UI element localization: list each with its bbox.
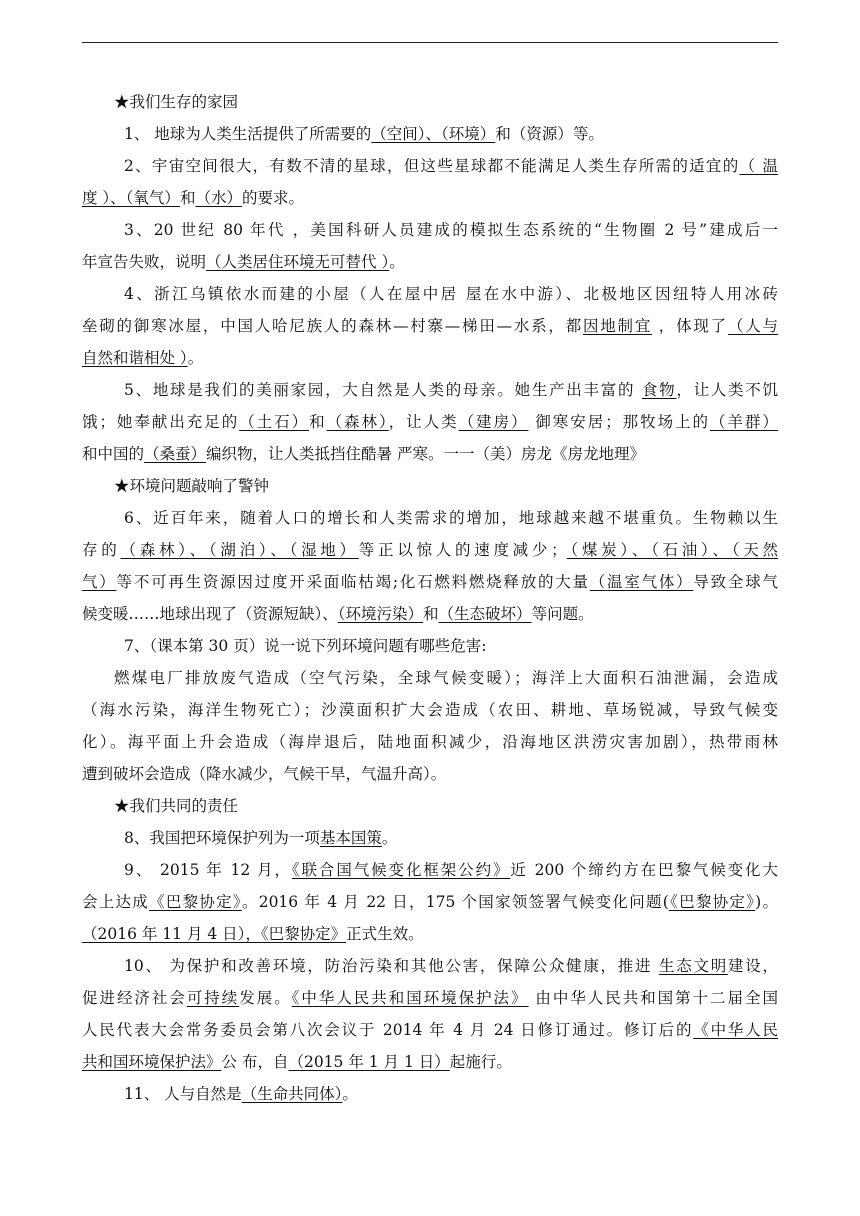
answer: （建房） xyxy=(458,413,529,431)
item-7-line-4: 遭到破坏会造成（降水减少，气候干旱，气温升高）。 xyxy=(82,765,447,783)
answer: （森林） xyxy=(326,413,389,431)
item-10-line-4: 共和国环境保护法》公 布，自（2015 年 1 月 1 日）起施行。 xyxy=(82,1053,512,1071)
item-7-line-2: （海水污染，海洋生物死亡）；沙漠面积扩大会造成（农田、耕地、草场锐减，导致气候变 xyxy=(82,701,778,719)
item-3-line-2: 年宣告失败，说明（人类居住环境无可替代 ）。 xyxy=(82,253,405,271)
item-9-line-3: （2016 年 11 月 4 日），《巴黎协定》正式生效。 xyxy=(82,925,424,943)
answer: （桑蚕） xyxy=(144,445,207,463)
answer: （空间）、（环境） xyxy=(371,125,496,143)
answer: （2016 年 11 月 4 日），《巴黎协定》 xyxy=(82,925,347,943)
answer: 自然和谐相处 ） xyxy=(82,349,188,367)
item-4-line-2: 垒砌的御寒冰屋，中国人哈尼族人的森林—村寨—梯田—水系，都因地制宜 ，体现了（人与 xyxy=(82,317,778,335)
item-5-line-2: 饿；她奉献出充足的（土石）和（森林），让人类（建房） 御寒安居；那牧场上的（羊群） xyxy=(82,413,778,431)
section-heading-home: ★我们生存的家园 xyxy=(114,93,239,111)
item-7-title: 7、（课本第 30 页）说一说下列环境问题有哪些危害: xyxy=(124,637,487,655)
item-8: 8、我国把环境保护列为一项基本国策。 xyxy=(124,829,398,847)
item-6-line-4: 候变暖……地球出现了（资源短缺）、（环境污染）和（生态破坏）等问题。 xyxy=(82,605,594,623)
item-5-line-1: 5、地球是我们的美丽家园，大自然是人类的母亲。她生产出丰富的 食物，让人类不饥 xyxy=(124,381,778,399)
item-4-line-1: 4、浙江乌镇依水而建的小屋（人在屋中居 屋在水中游）、北极地区因纽特人用冰砖 xyxy=(124,285,778,303)
item-6-line-2: 存的（森林）、（湖泊）、（湿地）等正以惊人的速度减少；（煤炭）、（石油）、（天然 xyxy=(82,541,778,559)
answer: （人类居住环境无可替代 ） xyxy=(206,253,390,271)
answer: 共和国环境保护法》 xyxy=(82,1053,222,1071)
answer: 《中华人民共和国环境保护法》 xyxy=(291,989,529,1007)
item-7-line-3: 化）。海平面上升会造成（海岸退后，陆地面积减少，沿海地区洪涝灾害加剧），热带雨林 xyxy=(82,733,778,751)
item-5-line-3: 和中国的（桑蚕）编织物，让人类抵挡住酷暑 严寒。一一（美）房龙《房龙地理》 xyxy=(82,445,645,463)
item-10-line-2: 促进经济社会可持续发展。《中华人民共和国环境保护法》 由中华人民共和国第十二届全国 xyxy=(82,989,778,1007)
answer: （煤炭）、（石油）、（天然 xyxy=(566,541,778,559)
answer: （水） xyxy=(195,189,242,207)
item-4-line-3: 自然和谐相处 ）。 xyxy=(82,349,204,367)
section-heading-alarm: ★环境问题敲响了警钟 xyxy=(114,477,270,495)
answer: （人与 xyxy=(727,317,778,335)
answer: 《中华人民 xyxy=(693,1021,778,1039)
answer: （2015 年 1 月 1 日） xyxy=(288,1053,450,1071)
answer: （环境污染） xyxy=(337,605,424,623)
answer: 食物 xyxy=(641,381,677,399)
answer: （土石） xyxy=(239,413,310,431)
item-6-line-1: 6、近百年来，随着人口的增长和人类需求的增加，地球越来越不堪重负。生物赖以生 xyxy=(124,509,778,527)
answer: （森林）、（湖泊）、（湿地） xyxy=(120,541,359,559)
answer: （生态破坏） xyxy=(438,605,532,623)
item-10-line-3: 人民代表大会常务委员会第八次会议于 2014 年 4 月 24 日修订通过。修订后的《中华人民 xyxy=(82,1021,778,1039)
answer: 生态文明 xyxy=(658,957,728,975)
item-7-line-1: 燃煤电厂排放废气造成（空气污染，全球气候变暖）；海洋上大面积石油泄漏，会造成 xyxy=(114,669,778,687)
item-11: 11、 人与自然是（生命共同体）。 xyxy=(124,1085,358,1103)
answer: （羊群） xyxy=(710,413,778,431)
item-9-line-2: 会上达成《巴黎协定》。2016 年 4 月 22 日，175 个国家领签署气候变化问题(《巴黎协定》)。 xyxy=(82,893,778,911)
answer: 度 ）、（氧气） xyxy=(82,189,180,207)
item-6-line-3: 气）等不可再生资源因过度开采面临枯竭;化石燃料燃烧释放的大量（温室气体）导致全球气 xyxy=(82,573,778,591)
answer: 可持续 xyxy=(186,989,240,1007)
item-1: 1、 地球为人类生活提供了所需要的（空间）、（环境）和（资源）等。 xyxy=(124,125,604,143)
answer: 基本国策 xyxy=(319,829,382,847)
item-2-line-2: 度 ）、（氧气）和（水）的要求。 xyxy=(82,189,304,207)
document-body xyxy=(82,88,778,1112)
answer: 《巴黎协定》 xyxy=(668,893,756,911)
answer: 《巴黎协定》 xyxy=(149,893,242,911)
item-9-line-1: 9、 2015 年 12 月，《联合国气候变化框架公约》近 200 个缔约方在巴黎气候变化大 xyxy=(124,861,778,879)
item-10-line-1: 10、 为保护和改善环境，防治污染和其他公害，保障公众健康，推进 生态文明建设， xyxy=(124,957,778,975)
section-heading-responsibility: ★我们共同的责任 xyxy=(114,797,239,815)
answer: （温室气体） xyxy=(589,573,694,591)
item-2-line-1: 2、宇宙空间很大，有数不清的星球，但这些星球都不能满足人类生存所需的适宜的（ 温 xyxy=(124,157,778,175)
answer: 因地制宜 xyxy=(583,317,653,335)
answer: （ 温 xyxy=(739,157,778,175)
answer: 气） xyxy=(82,573,117,591)
header-rule xyxy=(82,42,778,43)
answer: 《联合国气候变化框架公约》 xyxy=(291,861,511,879)
item-3-line-1: 3、20 世纪 80 年代 ，美国科研人员建成的模拟生态系统的“生物圈 2 号”建成后一 xyxy=(124,221,778,239)
answer: （生命共同体） xyxy=(241,1085,343,1103)
